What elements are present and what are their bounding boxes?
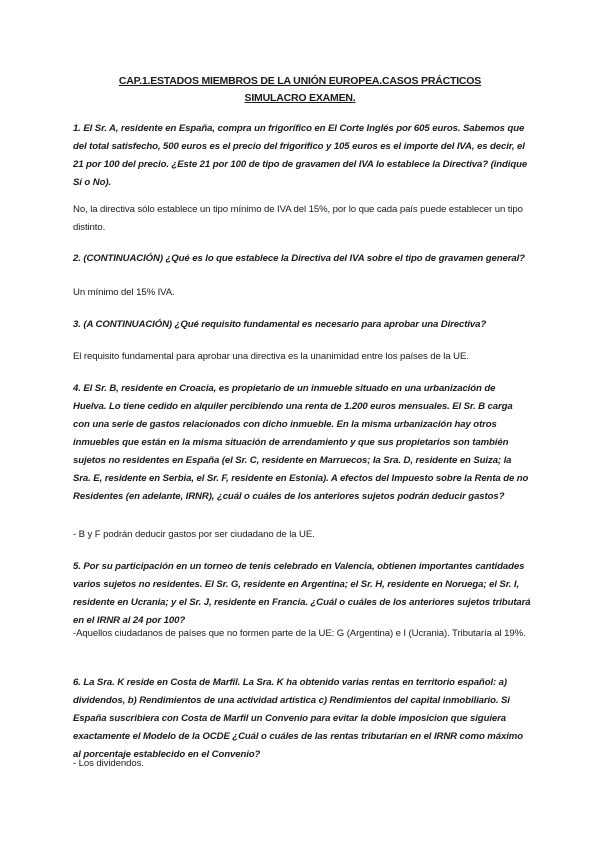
answer-6: - Los dividendos. [73, 758, 144, 769]
page-title: CAP.1.ESTADOS MIEMBROS DE LA UNIÓN EUROPEA.CASOS PRÁCTICOS [118, 75, 482, 87]
question-2: 2. (CONTINUACIÓN) ¿Qué es lo que establece la Directiva del IVA sobre el tipo de gravamen general? [73, 253, 525, 264]
page-subtitle: SIMULACRO EXAMEN. [244, 92, 356, 104]
question-5: 5. Por su participación en un torneo de tenis celebrado en Valencia, obtienen importantes cantidades varios sujetos no residentes. El Sr. G, residente en Argentina; el Sr. H, residente en Noruega; el Sr. I, residente en Ucrania; y el Sr. J, residente en Francia. ¿Cuál o cuáles de los anteriores sujetos tributará en el IRNR al 24 por 100? [73, 561, 531, 626]
question-1: 1. El Sr. A, residente en España, compra un frigorífico en El Corte Inglés por 605 euros. Sabemos que del total satisfecho, 500 euros es el precio del frigorífico y 105 euros es el importe del IVA, es decir, el 21 por 100 del precio. ¿Este 21 por 100 de tipo de gravamen del IVA lo establece la Directiva? (indique Sí o No). [73, 123, 528, 188]
question-6: 6. La Sra. K reside en Costa de Marfil. La Sra. K ha obtenido varias rentas en territorio español: a) dividendos, b) Rendimientos de una actividad artística c) Rendimientos del capital inmobiliario. Si España suscribiera con Costa de Marfil un Convenio para evitar la doble imposicion que siguiera exactamente el Modelo de la OCDE ¿Cuál o cuáles de las rentas tributarían en el IRNR como máximo al porcentaje establecido en el Convenio? [73, 677, 523, 760]
answer-1: No, la directiva sólo establece un tipo mínimo de IVA del 15%, por lo que cada país puede establecer un tipo distinto. [73, 204, 523, 233]
answer-5: -Aquellos ciudadanos de países que no formen parte de la UE: G (Argentina) e I (Ucrania). Tributaría al 19%. [73, 628, 526, 639]
answer-3: El requisito fundamental para aprobar una directiva es la unanimidad entre los países de la UE. [73, 351, 469, 362]
question-3: 3. (A CONTINUACIÓN) ¿Qué requisito fundamental es necesario para aprobar una Directiva? [73, 319, 487, 330]
answer-4: - B y F podrán deducir gastos por ser ciudadano de la UE. [73, 529, 315, 540]
question-4: 4. El Sr. B, residente en Croacia, es propietario de un inmueble situado en una urbanización de Huelva. Lo tiene cedido en alquiler percibiendo una renta de 1.200 euros mensuales. El Sr. B carga con una serie de gastos relacionados con dicho inmueble. En la misma urbanización hay otros inmuebles que están en la misma situación de arrendamiento y que sus propietarios son también sujetos no residentes en España (el Sr. C, residente en Marruecos; la Sra. D, residente en Suiza; la Sra. E, residente en Serbia, el Sr. F, residente en Estonia). A efectos del Impuesto sobre la Renta de no Residentes (en adelante, IRNR), ¿cuál o cuáles de los anteriores sujetos podrán deducir gastos? [73, 383, 529, 502]
answer-2: Un mínimo del 15% IVA. [73, 287, 175, 298]
